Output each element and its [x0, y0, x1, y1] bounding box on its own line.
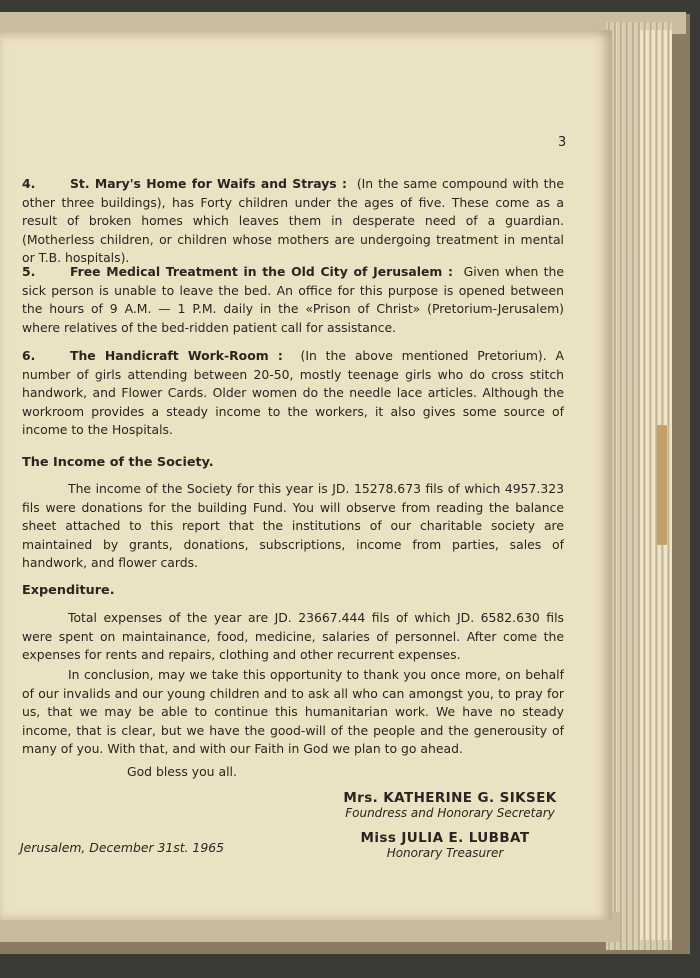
item-heading: St. Mary's Home for Waifs and Strays : — [70, 176, 347, 191]
item-5 — [22, 263, 564, 337]
signatory-role: Foundress and Honorary Secretary — [345, 806, 555, 820]
page-number: 3 — [558, 135, 567, 150]
item-heading: Free Medical Treatment in the Old City of Jerusalem : — [70, 264, 453, 279]
blessing: God bless you all. — [127, 764, 237, 779]
income-paragraph: The income of the Society for this year is JD. 15278.673 fils of which 4957.323 fils were donations for the building Fund. You will observe from reading the balance sheet attached to this report that the institutions of our charitable society are maintained by grants, donations, subscriptions, income from parties, sales of handwork, and flower cards. — [22, 481, 564, 571]
page-edges-inner — [640, 30, 672, 940]
conclusion-paragraph: In conclusion, may we take this opportunity to thank you once more, on behalf of our invalids and our young children and to ask all who can amongst you, to pray for us, that we may be able to continue this humanitarian work. We have no steady income, that is clear, but we have the good-will of the people and the generousity of many of you. With that, and with our Faith in God we plan to go ahead. — [22, 667, 564, 757]
expenditure-title: Expenditure. — [22, 583, 115, 598]
item-body: (In the above mentioned Pretorium). A number of girls attending between 20-50, mostly teenage girls who do cross stitch handwork, and Flower Cards. Older women do the needle lace articles. Although the workroom provides a steady income to the workers, it also gives some source of income to the Hospitals. — [22, 348, 564, 438]
item-body: (In the same compound with the other three buildings), has Forty children under the ages of five. These come as a result of broken homes which leaves them in desperate need of a guardian. (Motherless children, or children whose mothers are undergoing treatment in mental or T.B. hospitals). — [22, 176, 564, 266]
item-number: 5. — [22, 264, 36, 279]
signatory-1 — [330, 790, 570, 820]
item-heading: The Handicraft Work-Room : — [70, 348, 283, 363]
signatory-name: Mrs. KATHERINE G. SIKSEK — [343, 790, 557, 806]
bookmark-tab — [657, 425, 667, 545]
item-body: Given when the sick person is unable to leave the bed. An office for this purpose is opened between the hours of 9 A.M. — 1 P.M. daily in the «Prison of Christ» (Pretorium-Jerusalem) where relatives of the bed-ridden patient call for assistance. — [22, 264, 564, 335]
place-and-date: Jerusalem, December 31st. 1965 — [20, 840, 224, 855]
item-number: 4. — [22, 176, 36, 191]
item-4 — [22, 175, 564, 268]
income-title: The Income of the Society. — [22, 455, 214, 470]
signatory-role: Honorary Treasurer — [386, 846, 504, 860]
item-number: 6. — [22, 348, 36, 363]
item-6 — [22, 347, 564, 440]
signatory-2 — [330, 830, 560, 860]
expenditure-paragraph: Total expenses of the year are JD. 23667.444 fils of which JD. 6582.630 fils were spent on maintainance, food, medicine, salaries of personnel. After come the expenses for rents and repairs, clothing and other recurrent expenses. — [22, 610, 564, 663]
signatory-name: Miss JULIA E. LUBBAT — [360, 830, 530, 846]
